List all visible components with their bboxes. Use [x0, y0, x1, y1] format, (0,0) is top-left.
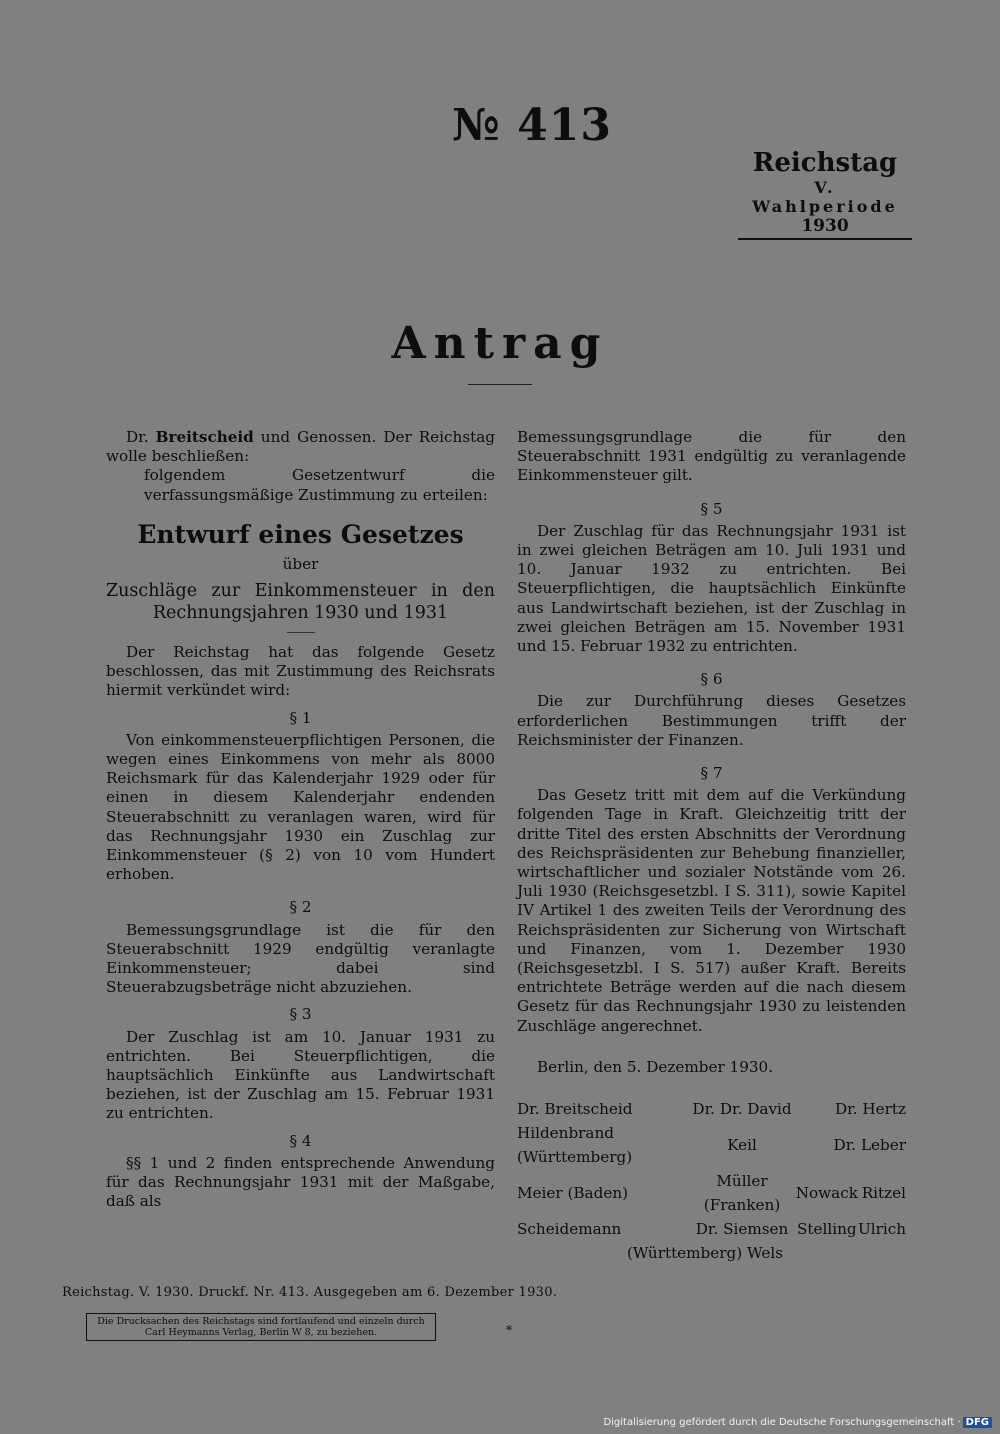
place-date: Berlin, den 5. Dezember 1930. — [537, 1057, 774, 1076]
section-2-text: Bemessungsgrundlage ist die für den Steuerabschnitt 1929 endgültig veranlagte Einkommensteuer; dabei sind Steuerabzugsbeträge nicht abzuziehen. — [106, 920, 495, 997]
footer-box: Die Drucksachen des Reichstags sind fortlaufend und einzeln durch Carl Heymanns Verlag, Berlin W 8, zu beziehen. — [86, 1313, 436, 1341]
draft-ueber: über — [282, 554, 319, 573]
digitization-credit — [603, 1417, 992, 1428]
header-period: V. Wahlperiode — [752, 178, 898, 216]
credit-text: Digitalisierung gefördert durch die Deutsche Forschungsgemeinschaft · — [603, 1417, 961, 1428]
section-1-text: Von einkommensteuerpflichtigen Personen, die wegen eines Einkommens von mehr als 8000 Reichsmark für das Kalenderjahr 1929 oder für einen in diesem Kalenderjahr endenden Steuerabschnitt zu veranlagen waren, wird für das Rechnungsjahr 1930 ein Zuschlag zur Einkommensteuer (§ 2) von 10 vom Hundert erhoben. — [106, 730, 495, 884]
reichstag-header — [740, 148, 910, 240]
signature-row — [517, 1097, 906, 1121]
section-2-heading: § 2 — [289, 898, 312, 917]
header-body: Reichstag — [752, 148, 898, 178]
section-3-text: Der Zuschlag ist am 10. Januar 1931 zu entrichten. Bei Steuerpflichtigen, die hauptsächlich Einkünfte aus Landwirtschaft beziehen, ist der Zuschlag am 15. Februar 1931 zu entrichten. — [106, 1027, 495, 1123]
signature: Nowack — [795, 1184, 858, 1203]
signature-row — [517, 1121, 906, 1169]
section-3-heading: § 3 — [289, 1005, 312, 1024]
intro-prefix: Dr. — [126, 428, 156, 446]
signature: Hildenbrand (Württemberg) — [517, 1124, 633, 1167]
section-6-heading: § 6 — [700, 670, 723, 689]
draft-subtitle-1: Zuschläge zur Einkommensteuer in den — [106, 581, 495, 602]
section-5-heading: § 5 — [700, 499, 723, 518]
section-7-heading: § 7 — [700, 764, 723, 783]
title-divider — [468, 384, 532, 385]
signature: Dr. Leber — [833, 1136, 906, 1155]
signature-row — [517, 1169, 906, 1217]
signatures — [517, 1097, 906, 1265]
section-5-text: Der Zuschlag für das Rechnungsjahr 1931 ist in zwei gleichen Beträgen am 10. Juli 1931 und 10. Januar 1932 zu entrichten. Bei Steuerpflichtigen, die hauptsächlich Einkünfte aus Landwirtschaft beziehen, ist der Zuschlag in zwei gleichen Beträgen am 15. November 1931 und 15. Februar 1932 zu entrichten. — [517, 521, 906, 656]
section-7-text: Das Gesetz tritt mit dem auf die Verkündung folgenden Tage in Kraft. Gleichzeitig tritt der dritte Titel des ersten Abschnitts der Verordnung des Reichspräsidenten zur Behebung finanzieller, wirtschaftlicher und sozialer Notstände vom 26. Juli 1930 (Reichsgesetzbl. I S. 311), sowie Kapitel IV Artikel 1 des zweiten Teils der Verordnung des Reichspräsidenten zur Sicherung von Wirtschaft und Finanzen, vom 1. Dezember 1930 (Reichsgesetzbl. I S. 517) außer Kraft. Bereits entrichtete Beträge werden auf die nach diesem Gesetz für das Rechnungsjahr 1930 zu leistenden Zuschläge angerechnet. — [517, 786, 906, 1035]
signature: (Württemberg) Wels — [627, 1244, 784, 1263]
header-year: 1930 — [801, 216, 849, 236]
signature: Scheidemann — [517, 1220, 622, 1239]
dfg-logo: DFG — [963, 1417, 992, 1428]
document-number: № 413 — [452, 100, 612, 151]
signature: Müller (Franken) — [703, 1172, 781, 1215]
intro-name: Breitscheid — [155, 428, 254, 446]
header-rule — [738, 238, 912, 240]
draft-subtitle-2: Rechnungsjahren 1930 und 1931 — [152, 603, 449, 624]
signature: Ulrich — [857, 1220, 906, 1239]
left-column — [106, 428, 495, 1212]
intro-paragraph — [106, 428, 495, 466]
footer-line: Reichstag. V. 1930. Druckf. Nr. 413. Ausgegeben am 6. Dezember 1930. — [62, 1285, 558, 1300]
section-1-heading: § 1 — [289, 708, 312, 727]
section-4-text: §§ 1 und 2 finden entsprechende Anwendung für das Rechnungsjahr 1931 mit der Maßgabe, daß als — [106, 1153, 495, 1211]
signature: Dr. Dr. David — [692, 1100, 792, 1119]
draft-heading: Entwurf eines Gesetzes — [137, 519, 464, 549]
section-4-heading: § 4 — [289, 1131, 312, 1150]
footer-mark: * — [506, 1323, 512, 1337]
signature: Ritzel — [861, 1184, 906, 1203]
right-column — [517, 428, 906, 1265]
subtitle-divider — [287, 632, 315, 633]
page-title: Antrag — [391, 318, 609, 369]
signature-row — [517, 1217, 906, 1241]
intro-resolution: folgendem Gesetzentwurf die verfassungsmäßige Zustimmung zu erteilen: — [144, 466, 495, 504]
preamble: Der Reichstag hat das folgende Gesetz beschlossen, das mit Zustimmung des Reichsrats hiermit verkündet wird: — [106, 643, 495, 700]
signature: Meier (Baden) — [517, 1184, 629, 1203]
signature: Dr. Hertz — [834, 1100, 906, 1119]
signature: Keil — [727, 1136, 757, 1155]
signature: Dr. Siemsen — [695, 1220, 789, 1239]
signature: Dr. Breitscheid — [517, 1100, 633, 1119]
section-6-text: Die zur Durchführung dieses Gesetzes erforderlichen Bestimmungen trifft der Reichsminister der Finanzen. — [517, 692, 906, 749]
signature: Stelling — [797, 1220, 857, 1239]
intro-text: und Genossen. Der Reichstag wolle beschließen: — [106, 428, 495, 466]
signature-row — [517, 1241, 906, 1265]
section-4-continued: Bemessungsgrundlage die für den Steuerabschnitt 1931 endgültig zu veranlagende Einkommensteuer gilt. — [517, 428, 906, 485]
